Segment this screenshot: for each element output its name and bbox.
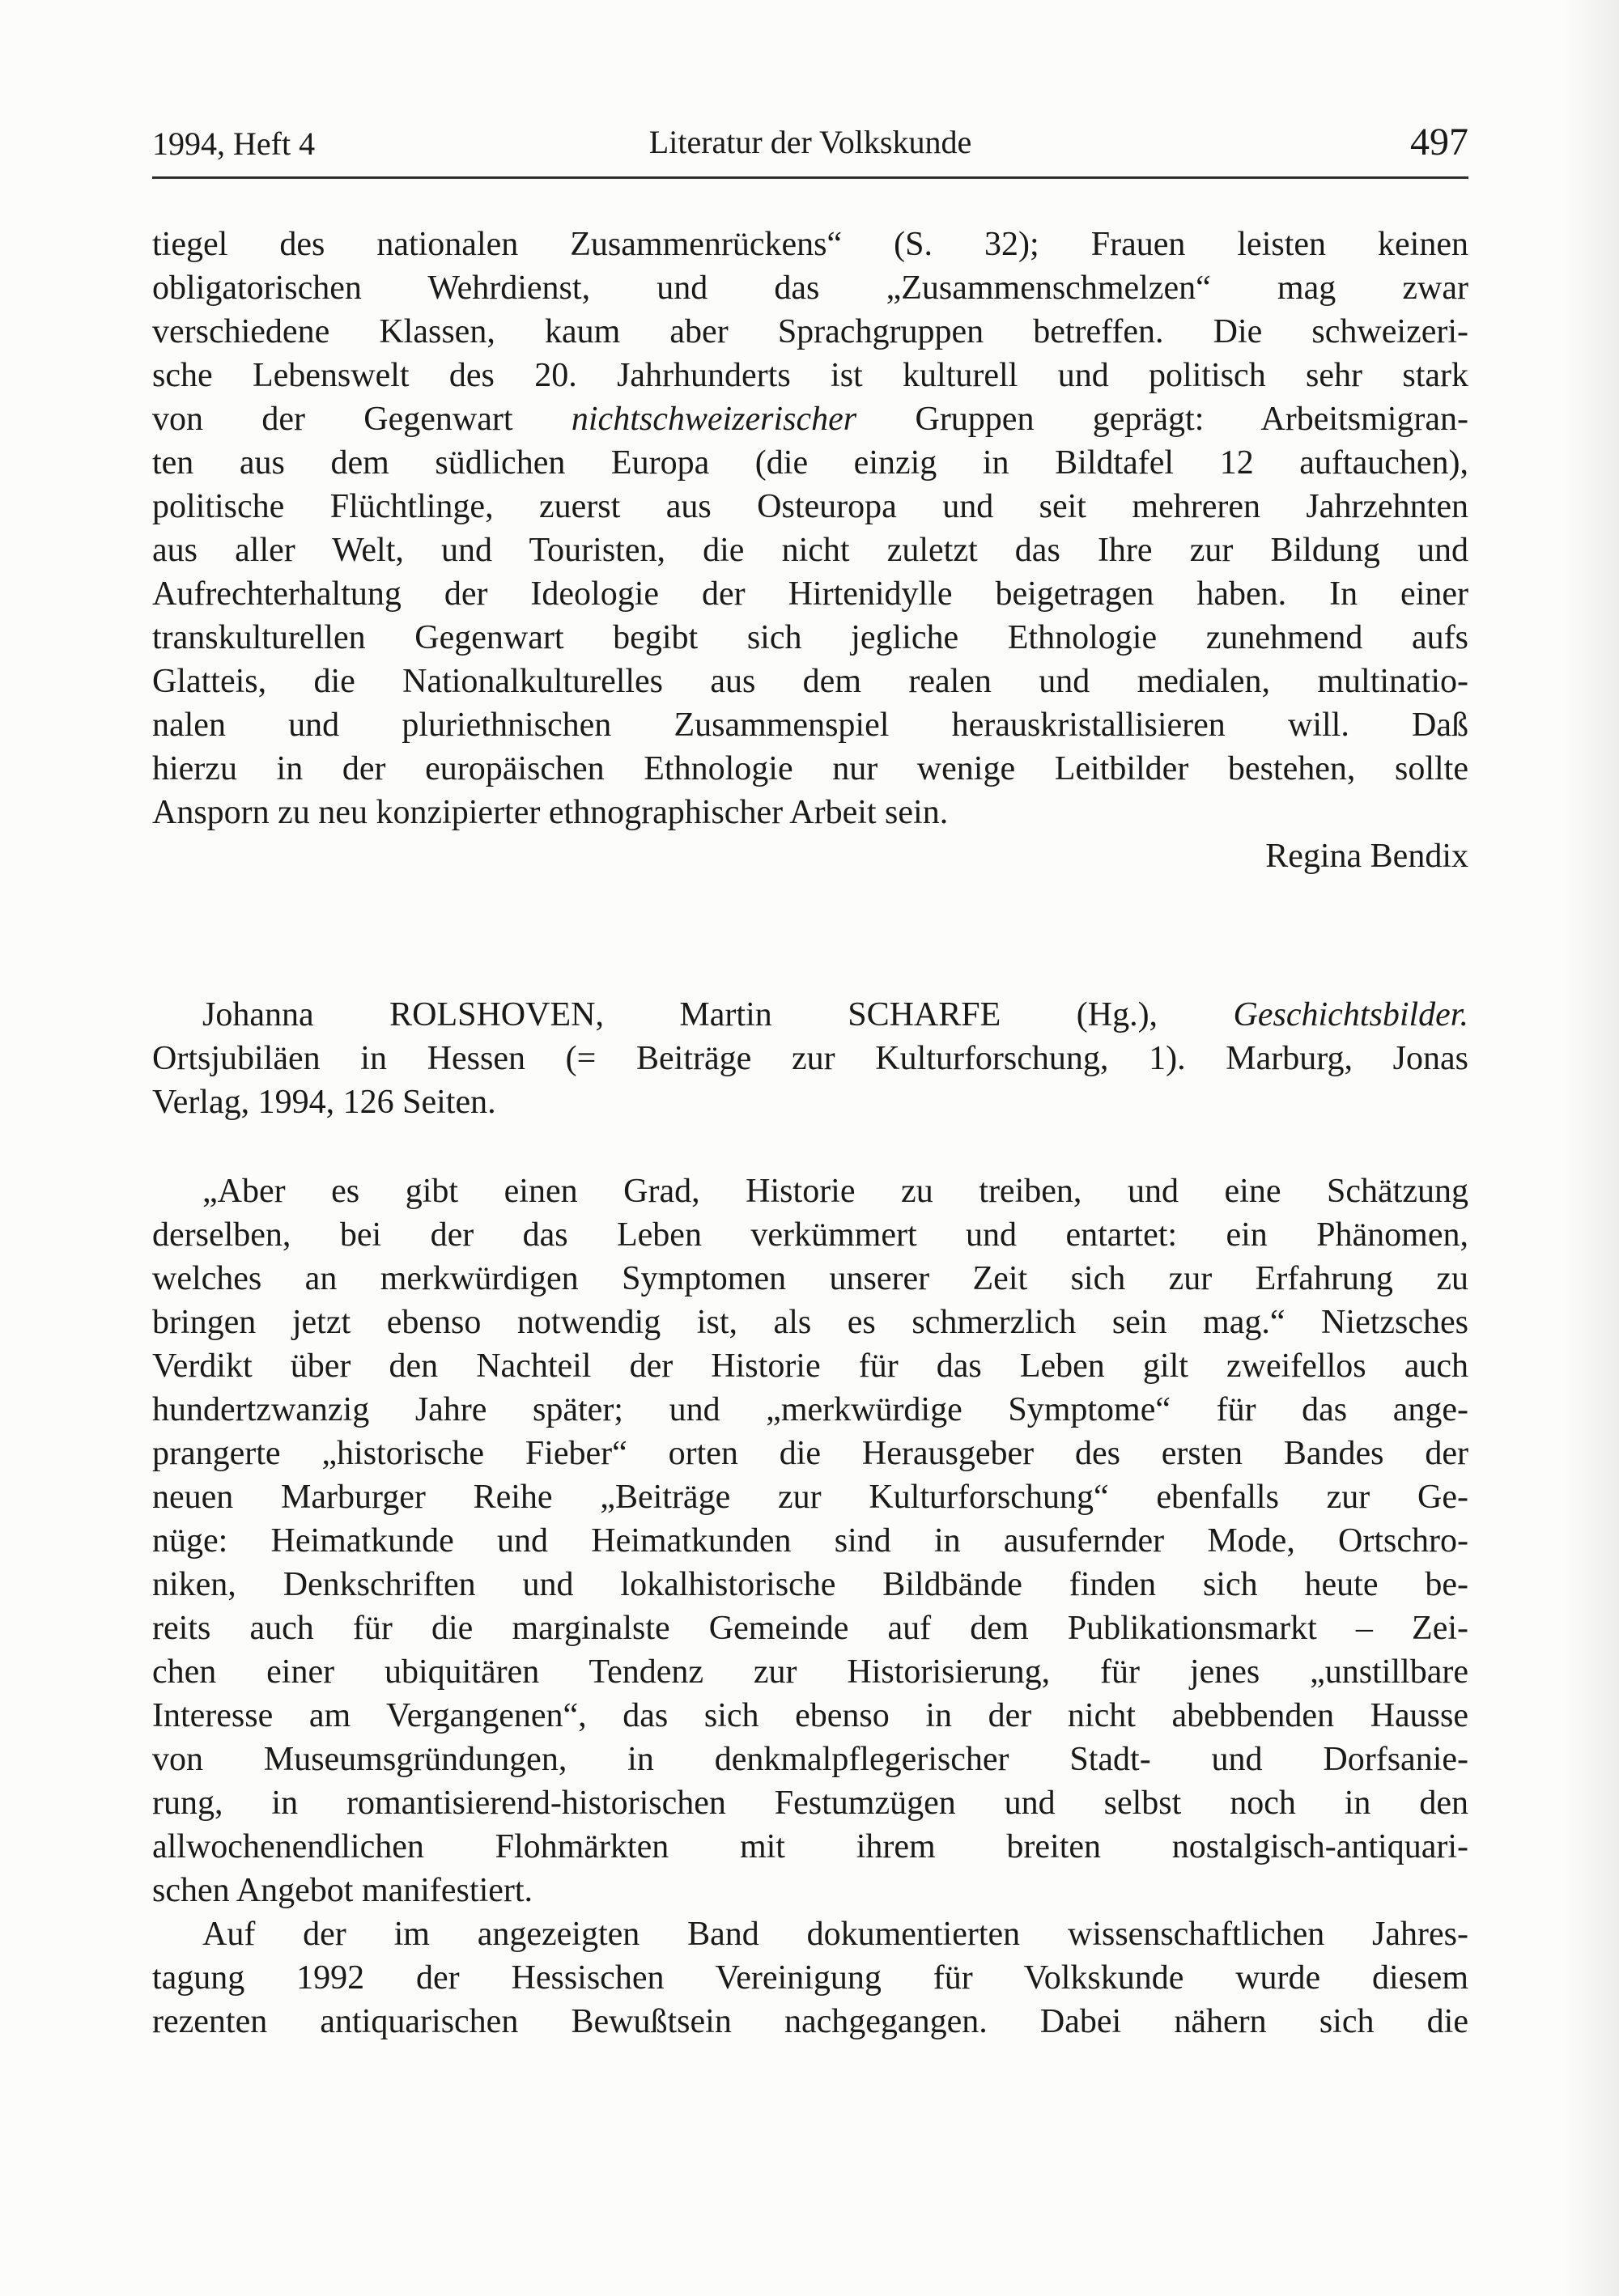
text-line [152, 1694, 1468, 1738]
review-body-paragraph-1 [152, 1169, 1468, 1912]
text-line [152, 1738, 1468, 1781]
text-line [152, 1257, 1468, 1301]
text-line [152, 266, 1468, 310]
italic-text: nichtschweizerischer [571, 401, 857, 438]
text-segment: derselben, bei der das Leben verkümmert und entartet: ein Phänomen, [152, 1216, 1468, 1254]
text-segment: tagung 1992 der Hessischen Vereinigung für Volkskunde wurde diesem [152, 1959, 1468, 1997]
text-segment: tiegel des nationalen Zusammenrückens“ (S. 32); Frauen leisten keinen [152, 226, 1468, 263]
text-segment: von Museumsgründungen, in denkmalpflegerischer Stadt- und Dorfsanie- [152, 1741, 1468, 1778]
text-line [152, 2000, 1468, 2043]
text-line [152, 703, 1468, 747]
text-segment: Glatteis, die Nationalkulturelles aus dem realen und medialen, multinatio- [152, 663, 1468, 700]
text-segment: von der Gegenwart [152, 401, 572, 438]
text-line [152, 1301, 1468, 1344]
text-segment: verschiedene Klassen, kaum aber Sprachgruppen betreffen. Die schweizeri- [152, 313, 1468, 350]
review-body-paragraph-2 [152, 1912, 1468, 2043]
text-segment: politische Flüchtlinge, zuerst aus Osteuropa und seit mehreren Jahrzehnten [152, 488, 1468, 525]
text-segment: allwochenendlichen Flohmärkten mit ihrem breiten nostalgisch-antiquari- [152, 1828, 1468, 1865]
text-segment: Auf der im angezeigten Band dokumentierten wissenschaftlichen Jahres- [202, 1916, 1468, 1953]
text-line [152, 1080, 1468, 1124]
text-segment: neuen Marburger Reihe „Beiträge zur Kulturforschung“ ebenfalls zur Ge- [152, 1479, 1468, 1516]
text-segment: reits auch für die marginalste Gemeinde auf dem Publikationsmarkt – Zei- [152, 1610, 1468, 1647]
text-line [152, 310, 1468, 354]
text-line [152, 1344, 1468, 1388]
text-segment: nalen und pluriethnischen Zusammenspiel herauskristallisieren will. Daß [152, 707, 1468, 744]
text-line [152, 1432, 1468, 1475]
text-line [152, 1169, 1468, 1213]
text-segment: hundertzwanzig Jahre später; und „merkwürdige Symptome“ für das ange- [152, 1391, 1468, 1428]
text-segment: Ortsjubiläen in Hessen (= Beiträge zur Kulturforschung, 1). Marburg, Jonas [152, 1040, 1468, 1077]
text-line [152, 747, 1468, 791]
text-segment: rezenten antiquarischen Bewußtsein nachgegangen. Dabei nähern sich die [152, 2003, 1468, 2040]
text-line [152, 1213, 1468, 1257]
text-line [152, 660, 1468, 703]
running-header [152, 123, 1468, 163]
text-line [152, 791, 1468, 834]
text-segment: nüge: Heimatkunde und Heimatkunden sind in ausufernder Mode, Ortschro- [152, 1522, 1468, 1560]
text-line [152, 1606, 1468, 1650]
text-line [152, 1475, 1468, 1519]
text-line [152, 223, 1468, 266]
text-line [152, 1650, 1468, 1694]
review-citation-heading [152, 993, 1468, 1124]
text-line [152, 1869, 1468, 1912]
text-line [152, 397, 1468, 441]
text-segment: welches an merkwürdigen Symptomen unserer Zeit sich zur Erfahrung zu [152, 1260, 1468, 1297]
page-content [152, 123, 1468, 2043]
text-segment: hierzu in der europäischen Ethnologie nur wenige Leitbilder bestehen, sollte [152, 750, 1468, 787]
text-segment: „Aber es gibt einen Grad, Historie zu treiben, und eine Schätzung [202, 1173, 1468, 1210]
header-issue: 1994, Heft 4 [152, 125, 316, 162]
text-line [152, 441, 1468, 485]
text-segment: chen einer ubiquitären Tendenz zur Historisierung, für jenes „unstillbare [152, 1653, 1468, 1691]
text-line [152, 1781, 1468, 1825]
text-segment: aus aller Welt, und Touristen, die nicht zuletzt das Ihre zur Bildung und [152, 532, 1468, 569]
text-segment: rung, in romantisierend-historischen Festumzügen und selbst noch in den [152, 1785, 1468, 1822]
text-line [152, 354, 1468, 397]
text-segment: sche Lebenswelt des 20. Jahrhunderts ist kulturell und politisch sehr stark [152, 357, 1468, 394]
text-line [152, 1037, 1468, 1080]
text-line [152, 993, 1468, 1037]
text-segment: ten aus dem südlichen Europa (die einzig in Bildtafel 12 auftauchen), [152, 444, 1468, 482]
text-line [152, 1388, 1468, 1432]
text-segment: transkulturellen Gegenwart begibt sich jegliche Ethnologie zunehmend aufs [152, 619, 1468, 656]
text-segment: prangerte „historische Fieber“ orten die Herausgeber des ersten Bandes der [152, 1435, 1468, 1472]
text-line [152, 1956, 1468, 2000]
text-line [152, 528, 1468, 572]
reviewer-signature: Regina Bendix [1265, 838, 1468, 875]
text-line [152, 1912, 1468, 1956]
text-line [152, 572, 1468, 616]
text-segment: obligatorischen Wehrdienst, und das „Zusammenschmelzen“ mag zwar [152, 269, 1468, 307]
header-rule [152, 176, 1468, 179]
text-segment: Johanna ROLSHOVEN, Martin SCHARFE (Hg.), [202, 996, 1234, 1033]
text-segment: Interesse am Vergangenen“, das sich ebenso in der nicht abebbenden Hausse [152, 1697, 1468, 1734]
text-line [152, 485, 1468, 528]
text-segment: Verdikt über den Nachteil der Historie für das Leben gilt zweifellos auch [152, 1347, 1468, 1385]
page-body [152, 223, 1468, 2043]
text-segment: Ansporn zu neu konzipierter ethnographischer Arbeit sein. [152, 794, 949, 831]
scan-edge-shading [1562, 0, 1619, 2296]
header-section-title: Literatur der Volkskunde [648, 124, 972, 160]
header-page-number: 497 [1410, 121, 1468, 163]
text-segment: niken, Denkschriften und lokalhistorische Bildbände finden sich heute be- [152, 1566, 1468, 1603]
text-line [152, 1519, 1468, 1563]
text-segment: Gruppen geprägt: Arbeitsmigran- [856, 401, 1469, 438]
text-segment: Verlag, 1994, 126 Seiten. [152, 1084, 496, 1121]
text-line [152, 1825, 1468, 1869]
text-segment: Aufrechterhaltung der Ideologie der Hirtenidylle beigetragen haben. In einer [152, 575, 1468, 613]
text-line [152, 616, 1468, 660]
text-segment: schen Angebot manifestiert. [152, 1872, 533, 1909]
italic-text: Geschichtsbilder. [1233, 996, 1468, 1033]
review-end-paragraph [152, 223, 1468, 834]
text-line [152, 1563, 1468, 1606]
text-segment: bringen jetzt ebenso notwendig ist, als es schmerzlich sein mag.“ Nietzsches [152, 1304, 1468, 1341]
